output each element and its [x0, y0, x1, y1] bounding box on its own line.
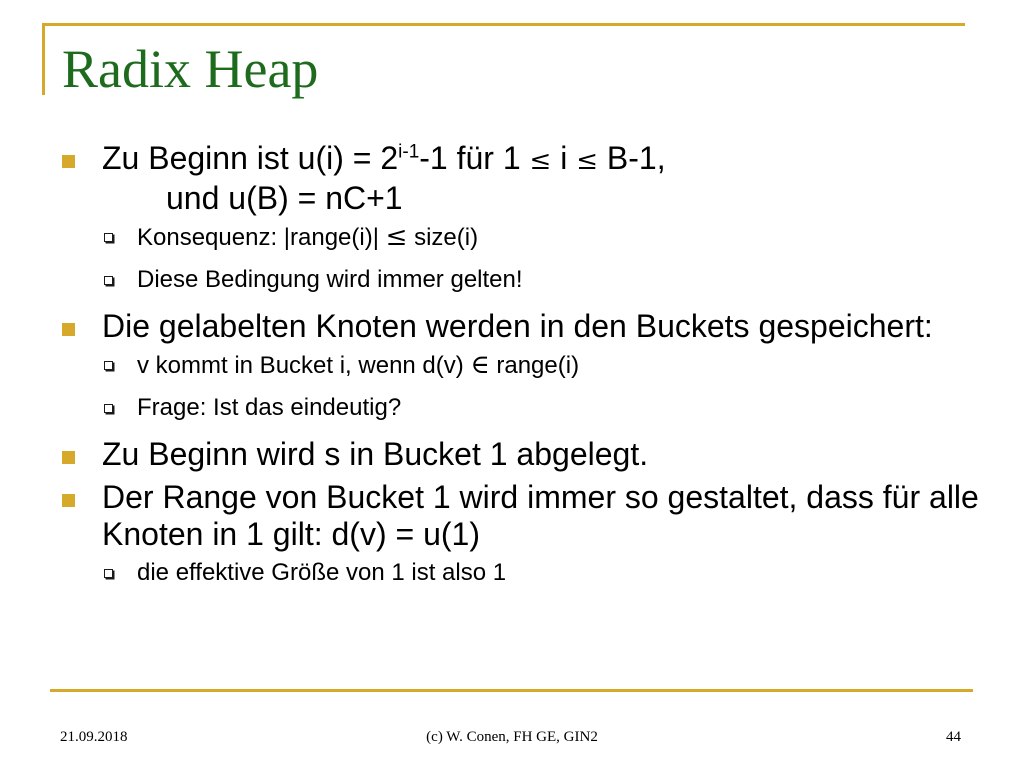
- leq-symbol: ≤: [529, 146, 552, 176]
- square-bullet-icon: [62, 451, 75, 464]
- element-of-symbol: ∈: [470, 350, 490, 380]
- sub-bullet-4-1-text: die effektive Größe von 1 ist also 1: [137, 559, 507, 586]
- sub-bullet-4-1: [62, 559, 982, 587]
- square-bullet-icon: [62, 323, 75, 336]
- hollow-square-bullet-icon: [104, 233, 113, 242]
- frame-top-line: [42, 23, 965, 26]
- bullet-1-text-d: B-1,: [598, 140, 666, 176]
- sub-bullet-1-1-text-b: size(i): [407, 224, 479, 251]
- frame-bottom-line: [50, 689, 973, 692]
- hollow-square-bullet-icon: [104, 569, 113, 578]
- leq-symbol: ≤: [576, 146, 599, 176]
- sub-bullet-2-1: [62, 351, 982, 380]
- leq-symbol: ≤: [385, 222, 408, 252]
- bullet-2-text: Die gelabelten Knoten werden in den Buckets gespeichert:: [102, 308, 933, 344]
- sub-bullet-2-2-text: Frage: Ist das eindeutig?: [137, 394, 402, 421]
- sub-bullet-1-2-text: Diese Bedingung wird immer gelten!: [137, 266, 523, 293]
- bullet-1-text-c: i: [551, 140, 577, 176]
- bullet-4: [62, 479, 982, 553]
- sub-bullet-1-1-text-a: Konsequenz: |range(i)|: [137, 224, 386, 251]
- bullet-1-text-b: -1 für 1: [419, 140, 530, 176]
- frame-left-line: [42, 23, 45, 95]
- slide-content: [62, 140, 982, 601]
- sub-bullet-2-2: [62, 394, 982, 422]
- bullet-3: [62, 436, 982, 473]
- square-bullet-icon: [62, 155, 75, 168]
- bullet-3-text: Zu Beginn wird s in Bucket 1 abgelegt.: [102, 436, 649, 472]
- footer-copyright: (c) W. Conen, FH GE, GIN2: [426, 729, 598, 745]
- footer-page-number: 44: [946, 729, 961, 745]
- square-bullet-icon: [62, 494, 75, 507]
- bullet-1-superscript: i-1: [398, 141, 420, 163]
- sub-bullet-2-1-text-a: v kommt in Bucket i, wenn d(v): [137, 352, 471, 379]
- bullet-1: [62, 140, 982, 217]
- bullet-1-line-2: und u(B) = nC+1: [166, 180, 403, 216]
- bullet-2: [62, 308, 982, 345]
- bullet-1-text-a: Zu Beginn ist u(i) = 2: [102, 140, 399, 176]
- sub-bullet-1-2: [62, 266, 982, 294]
- hollow-square-bullet-icon: [104, 404, 113, 413]
- hollow-square-bullet-icon: [104, 361, 113, 370]
- footer-date: 21.09.2018: [60, 729, 128, 745]
- sub-bullet-2-1-text-b: range(i): [489, 352, 580, 379]
- slide-title: Radix Heap: [62, 39, 319, 99]
- hollow-square-bullet-icon: [104, 276, 113, 285]
- sub-bullet-1-1: [62, 223, 982, 252]
- bullet-4-text: Der Range von Bucket 1 wird immer so gestaltet, dass für alle Knoten in 1 gilt: d(v) = u(1): [102, 479, 979, 552]
